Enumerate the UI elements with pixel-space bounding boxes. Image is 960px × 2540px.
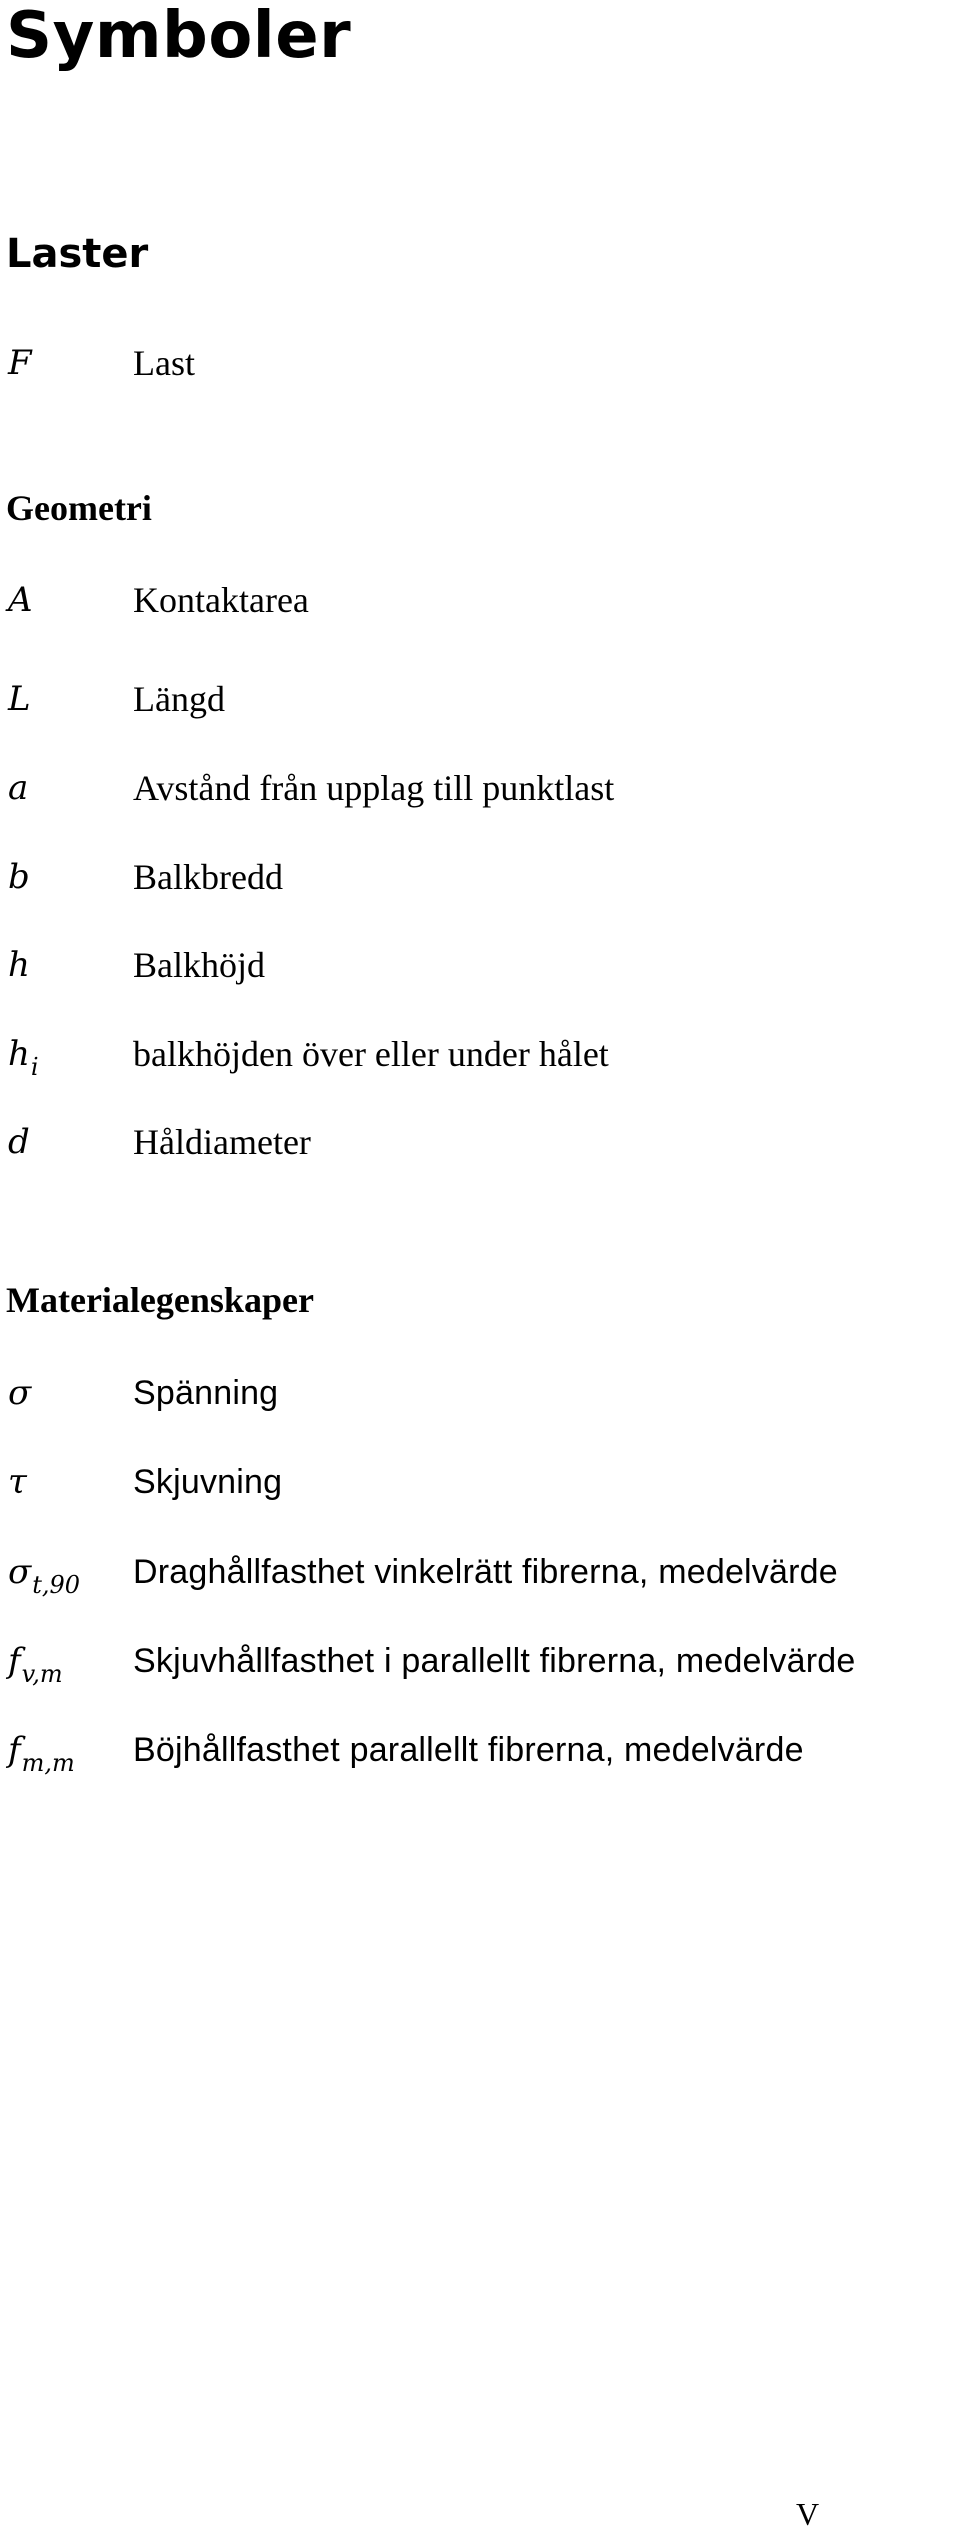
symbol — [8, 1552, 81, 1599]
symbol-row-draghallfasthet — [0, 1552, 960, 1602]
symbol-row-skjuvhallfasthet — [0, 1641, 960, 1691]
symbol-row-langd — [0, 679, 960, 729]
symbol-row-last — [0, 343, 960, 393]
symbol-subscript: t,90 — [32, 1571, 81, 1599]
symbol-row-haldiameter — [0, 1122, 960, 1172]
page-title: Symboler — [6, 0, 352, 73]
symbol-base: f — [8, 1730, 21, 1770]
symbol-description: Balkhöjd — [133, 945, 265, 985]
symbol — [8, 343, 33, 386]
symbol — [8, 679, 32, 722]
symbol — [8, 857, 31, 900]
symbol-description: Håldiameter — [133, 1122, 311, 1162]
symbol — [8, 1034, 39, 1081]
symbol — [8, 1373, 32, 1416]
symbol-base: b — [8, 857, 30, 897]
page-number: V — [796, 2496, 820, 2532]
symbol-description: Kontaktarea — [133, 580, 309, 620]
symbol-base: a — [8, 768, 29, 808]
symbol-description: balkhöjden över eller under hålet — [133, 1034, 609, 1074]
symbol-row-balkhojd — [0, 945, 960, 995]
symbol — [8, 1122, 31, 1165]
symbol-row-skjuvning — [0, 1462, 960, 1512]
symbol-description: Avstånd från upplag till punktlast — [133, 768, 615, 808]
symbol-description: Spänning — [133, 1374, 279, 1412]
symbol-description: Draghållfasthet vinkelrätt fibrerna, medelvärde — [133, 1553, 838, 1591]
symbol-base: σ — [8, 1552, 32, 1592]
symbol-description: Balkbredd — [133, 857, 283, 897]
symbol-base: τ — [8, 1462, 27, 1502]
symbol-description: Last — [133, 343, 195, 383]
symbol-base: h — [8, 945, 30, 985]
symbol-subscript: m,m — [21, 1749, 75, 1777]
symbol-base: d — [8, 1122, 30, 1162]
symbol-row-avstand — [0, 768, 960, 818]
symbol-subscript: v,m — [21, 1660, 63, 1688]
symbol-row-balkbredd — [0, 857, 960, 907]
symbol-row-balkhojden-hal — [0, 1034, 960, 1084]
symbol-base: f — [8, 1641, 21, 1681]
symbol-row-spanning — [0, 1373, 960, 1423]
symbol — [8, 1641, 63, 1688]
symbol-row-bojhallfasthet — [0, 1730, 960, 1780]
section-heading-laster: Laster — [6, 231, 149, 277]
section-heading-geometri: Geometri — [6, 488, 152, 528]
symbol — [8, 768, 29, 811]
symbol — [8, 1462, 28, 1505]
symbol-subscript: i — [30, 1053, 39, 1081]
symbol-base: σ — [8, 1373, 32, 1413]
symbol — [8, 580, 34, 623]
symbol-description: Böjhållfasthet parallellt fibrerna, medelvärde — [133, 1731, 804, 1769]
symbol-description: Skjuvning — [133, 1463, 283, 1501]
symbol-row-kontaktarea — [0, 580, 960, 630]
symbol-base: h — [8, 1034, 30, 1074]
symbol-description: Skjuvhållfasthet i parallellt fibrerna, medelvärde — [133, 1642, 856, 1680]
symbol — [8, 945, 31, 988]
symbol-base: F — [8, 343, 32, 383]
symbol-description: Längd — [133, 679, 225, 719]
section-heading-materialegenskaper: Materialegenskaper — [6, 1280, 314, 1320]
symbol — [8, 1730, 75, 1777]
symbol-base: A — [8, 580, 33, 620]
symbol-base: L — [8, 679, 31, 719]
